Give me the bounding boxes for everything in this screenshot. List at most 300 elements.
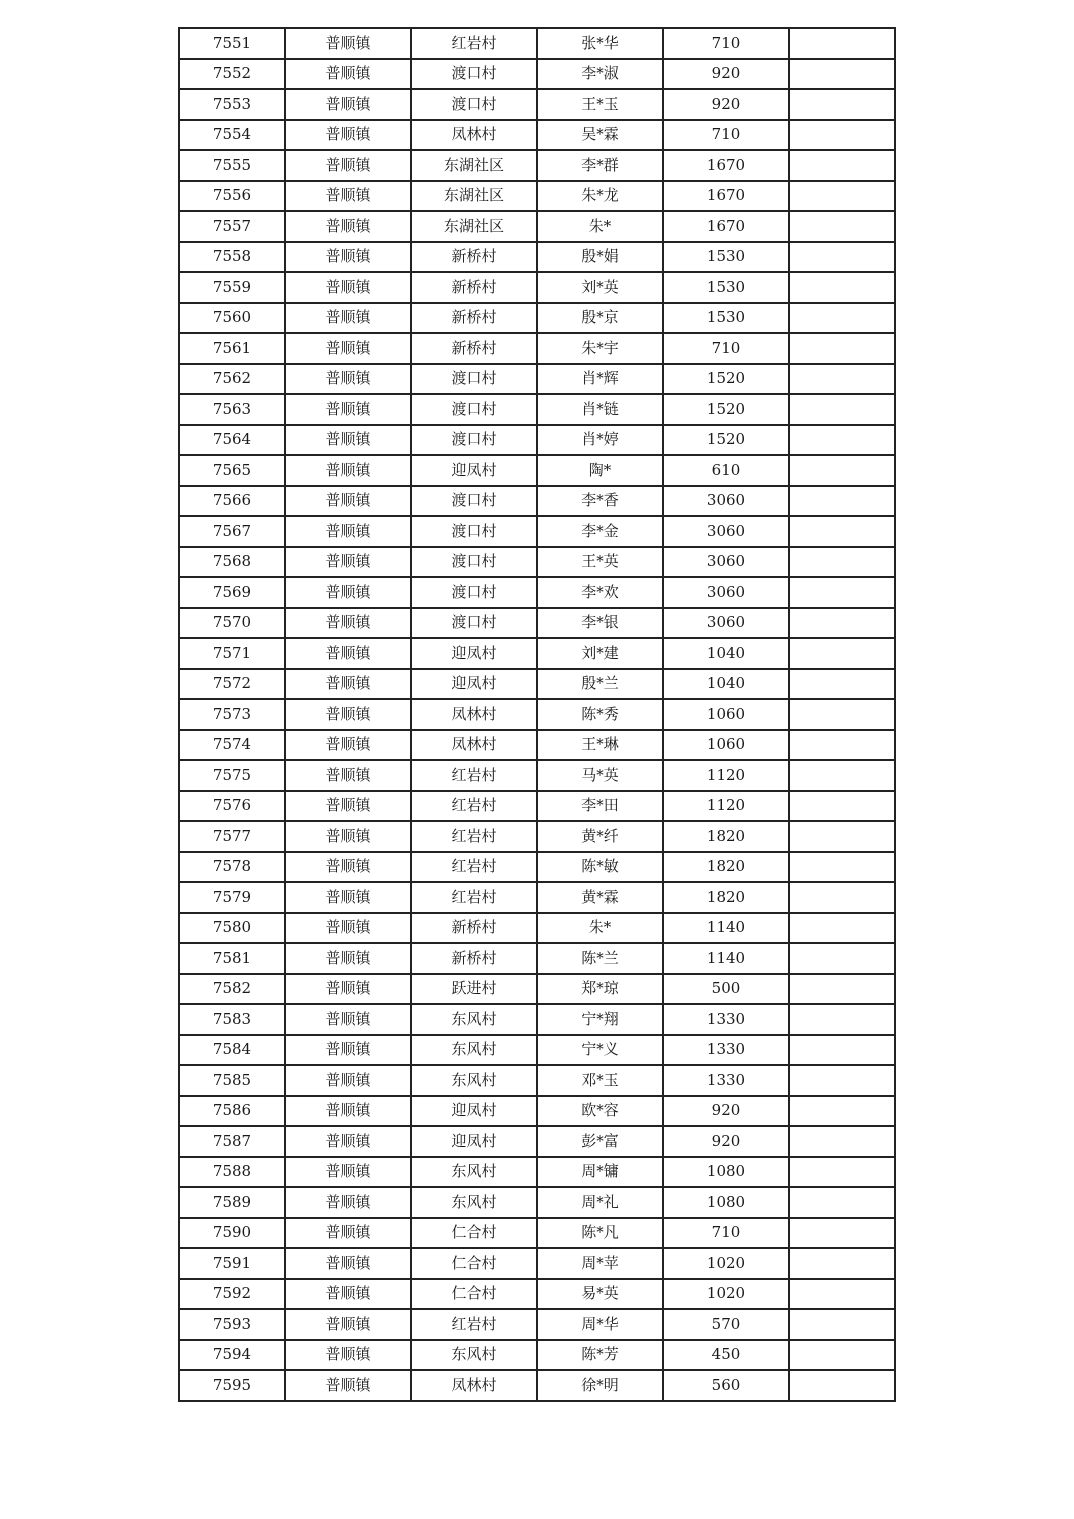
- table-row: [179, 821, 895, 852]
- table-row: [179, 943, 895, 974]
- amount-cell: 1060: [663, 699, 789, 730]
- village-cell: 东湖社区: [411, 211, 537, 242]
- table-row: [179, 486, 895, 517]
- town-cell: 普顺镇: [285, 760, 411, 791]
- table-row: [179, 1096, 895, 1127]
- village-cell: 红岩村: [411, 1309, 537, 1340]
- name-cell: 宁*翔: [537, 1004, 663, 1035]
- table-row: [179, 364, 895, 395]
- name-cell: 周*镛: [537, 1157, 663, 1188]
- remark-cell: [789, 272, 895, 303]
- table-row: [179, 1370, 895, 1401]
- serial-number-cell: 7589: [179, 1187, 285, 1218]
- table-row: [179, 1340, 895, 1371]
- serial-number-cell: 7595: [179, 1370, 285, 1401]
- table-row: [179, 882, 895, 913]
- amount-cell: 1020: [663, 1279, 789, 1310]
- village-cell: 渡口村: [411, 364, 537, 395]
- town-cell: 普顺镇: [285, 974, 411, 1005]
- amount-cell: 1670: [663, 150, 789, 181]
- remark-cell: [789, 28, 895, 59]
- town-cell: 普顺镇: [285, 852, 411, 883]
- town-cell: 普顺镇: [285, 669, 411, 700]
- table-row: [179, 1187, 895, 1218]
- serial-number-cell: 7594: [179, 1340, 285, 1371]
- name-cell: 郑*琼: [537, 974, 663, 1005]
- town-cell: 普顺镇: [285, 638, 411, 669]
- table-row: [179, 760, 895, 791]
- town-cell: 普顺镇: [285, 150, 411, 181]
- name-cell: 王*英: [537, 547, 663, 578]
- table-row: [179, 974, 895, 1005]
- name-cell: 黄*霖: [537, 882, 663, 913]
- serial-number-cell: 7573: [179, 699, 285, 730]
- amount-cell: 450: [663, 1340, 789, 1371]
- village-cell: 东风村: [411, 1340, 537, 1371]
- name-cell: 刘*英: [537, 272, 663, 303]
- serial-number-cell: 7588: [179, 1157, 285, 1188]
- serial-number-cell: 7568: [179, 547, 285, 578]
- remark-cell: [789, 1309, 895, 1340]
- remark-cell: [789, 730, 895, 761]
- town-cell: 普顺镇: [285, 1187, 411, 1218]
- serial-number-cell: 7585: [179, 1065, 285, 1096]
- remark-cell: [789, 638, 895, 669]
- serial-number-cell: 7580: [179, 913, 285, 944]
- name-cell: 周*礼: [537, 1187, 663, 1218]
- table-row: [179, 699, 895, 730]
- village-cell: 渡口村: [411, 394, 537, 425]
- remark-cell: [789, 1218, 895, 1249]
- village-cell: 迎凤村: [411, 1096, 537, 1127]
- remark-cell: [789, 364, 895, 395]
- serial-number-cell: 7553: [179, 89, 285, 120]
- village-cell: 东湖社区: [411, 150, 537, 181]
- serial-number-cell: 7570: [179, 608, 285, 639]
- amount-cell: 3060: [663, 486, 789, 517]
- name-cell: 李*群: [537, 150, 663, 181]
- town-cell: 普顺镇: [285, 699, 411, 730]
- name-cell: 朱*龙: [537, 181, 663, 212]
- town-cell: 普顺镇: [285, 425, 411, 456]
- name-cell: 易*英: [537, 1279, 663, 1310]
- village-cell: 渡口村: [411, 59, 537, 90]
- amount-cell: 3060: [663, 577, 789, 608]
- town-cell: 普顺镇: [285, 59, 411, 90]
- remark-cell: [789, 547, 895, 578]
- serial-number-cell: 7587: [179, 1126, 285, 1157]
- amount-cell: 560: [663, 1370, 789, 1401]
- village-cell: 渡口村: [411, 516, 537, 547]
- town-cell: 普顺镇: [285, 364, 411, 395]
- serial-number-cell: 7571: [179, 638, 285, 669]
- table-row: [179, 1157, 895, 1188]
- village-cell: 跃进村: [411, 974, 537, 1005]
- village-cell: 渡口村: [411, 547, 537, 578]
- amount-cell: 710: [663, 1218, 789, 1249]
- name-cell: 邓*玉: [537, 1065, 663, 1096]
- name-cell: 肖*链: [537, 394, 663, 425]
- name-cell: 陈*芳: [537, 1340, 663, 1371]
- amount-cell: 1140: [663, 913, 789, 944]
- name-cell: 李*香: [537, 486, 663, 517]
- remark-cell: [789, 59, 895, 90]
- amount-cell: 1040: [663, 669, 789, 700]
- table-row: [179, 394, 895, 425]
- remark-cell: [789, 242, 895, 273]
- serial-number-cell: 7579: [179, 882, 285, 913]
- table-row: [179, 608, 895, 639]
- town-cell: 普顺镇: [285, 1279, 411, 1310]
- village-cell: 东风村: [411, 1065, 537, 1096]
- remark-cell: [789, 1248, 895, 1279]
- serial-number-cell: 7558: [179, 242, 285, 273]
- remark-cell: [789, 303, 895, 334]
- name-cell: 周*华: [537, 1309, 663, 1340]
- town-cell: 普顺镇: [285, 394, 411, 425]
- village-cell: 渡口村: [411, 608, 537, 639]
- village-cell: 东风村: [411, 1157, 537, 1188]
- town-cell: 普顺镇: [285, 913, 411, 944]
- table-row: [179, 1004, 895, 1035]
- table-row: [179, 1309, 895, 1340]
- town-cell: 普顺镇: [285, 211, 411, 242]
- remark-cell: [789, 791, 895, 822]
- name-cell: 陈*凡: [537, 1218, 663, 1249]
- amount-cell: 1020: [663, 1248, 789, 1279]
- name-cell: 殷*兰: [537, 669, 663, 700]
- amount-cell: 1120: [663, 760, 789, 791]
- serial-number-cell: 7560: [179, 303, 285, 334]
- name-cell: 周*苹: [537, 1248, 663, 1279]
- name-cell: 殷*京: [537, 303, 663, 334]
- town-cell: 普顺镇: [285, 821, 411, 852]
- serial-number-cell: 7563: [179, 394, 285, 425]
- village-cell: 红岩村: [411, 760, 537, 791]
- amount-cell: 1520: [663, 364, 789, 395]
- remark-cell: [789, 89, 895, 120]
- town-cell: 普顺镇: [285, 608, 411, 639]
- town-cell: 普顺镇: [285, 1309, 411, 1340]
- town-cell: 普顺镇: [285, 1004, 411, 1035]
- name-cell: 王*琳: [537, 730, 663, 761]
- serial-number-cell: 7591: [179, 1248, 285, 1279]
- table-row: [179, 89, 895, 120]
- amount-cell: 1080: [663, 1157, 789, 1188]
- village-cell: 新桥村: [411, 272, 537, 303]
- town-cell: 普顺镇: [285, 1157, 411, 1188]
- town-cell: 普顺镇: [285, 516, 411, 547]
- name-cell: 陈*秀: [537, 699, 663, 730]
- amount-cell: 610: [663, 455, 789, 486]
- village-cell: 凤林村: [411, 1370, 537, 1401]
- table-row: [179, 455, 895, 486]
- table-row: [179, 1218, 895, 1249]
- table-row: [179, 333, 895, 364]
- serial-number-cell: 7562: [179, 364, 285, 395]
- amount-cell: 1820: [663, 852, 789, 883]
- name-cell: 李*淑: [537, 59, 663, 90]
- town-cell: 普顺镇: [285, 1096, 411, 1127]
- name-cell: 朱*: [537, 211, 663, 242]
- name-cell: 黄*纤: [537, 821, 663, 852]
- serial-number-cell: 7574: [179, 730, 285, 761]
- name-cell: 陈*敏: [537, 852, 663, 883]
- village-cell: 新桥村: [411, 333, 537, 364]
- remark-cell: [789, 211, 895, 242]
- remark-cell: [789, 1187, 895, 1218]
- serial-number-cell: 7559: [179, 272, 285, 303]
- remark-cell: [789, 699, 895, 730]
- name-cell: 肖*婷: [537, 425, 663, 456]
- serial-number-cell: 7557: [179, 211, 285, 242]
- village-cell: 仁合村: [411, 1248, 537, 1279]
- serial-number-cell: 7586: [179, 1096, 285, 1127]
- village-cell: 红岩村: [411, 28, 537, 59]
- village-cell: 新桥村: [411, 303, 537, 334]
- serial-number-cell: 7569: [179, 577, 285, 608]
- town-cell: 普顺镇: [285, 28, 411, 59]
- amount-cell: 3060: [663, 516, 789, 547]
- table-row: [179, 1279, 895, 1310]
- name-cell: 马*英: [537, 760, 663, 791]
- table-row: [179, 547, 895, 578]
- remark-cell: [789, 608, 895, 639]
- amount-cell: 3060: [663, 608, 789, 639]
- town-cell: 普顺镇: [285, 1035, 411, 1066]
- amount-cell: 920: [663, 1126, 789, 1157]
- amount-cell: 920: [663, 89, 789, 120]
- amount-cell: 1520: [663, 425, 789, 456]
- remark-cell: [789, 1065, 895, 1096]
- remark-cell: [789, 486, 895, 517]
- town-cell: 普顺镇: [285, 1248, 411, 1279]
- village-cell: 红岩村: [411, 791, 537, 822]
- village-cell: 红岩村: [411, 852, 537, 883]
- village-cell: 东风村: [411, 1035, 537, 1066]
- remark-cell: [789, 181, 895, 212]
- table-row: [179, 181, 895, 212]
- amount-cell: 1080: [663, 1187, 789, 1218]
- town-cell: 普顺镇: [285, 1126, 411, 1157]
- name-cell: 欧*容: [537, 1096, 663, 1127]
- town-cell: 普顺镇: [285, 89, 411, 120]
- table-row: [179, 669, 895, 700]
- name-cell: 刘*建: [537, 638, 663, 669]
- remark-cell: [789, 394, 895, 425]
- serial-number-cell: 7572: [179, 669, 285, 700]
- serial-number-cell: 7590: [179, 1218, 285, 1249]
- name-cell: 张*华: [537, 28, 663, 59]
- name-cell: 朱*: [537, 913, 663, 944]
- town-cell: 普顺镇: [285, 1340, 411, 1371]
- amount-cell: 1040: [663, 638, 789, 669]
- table-row: [179, 577, 895, 608]
- serial-number-cell: 7555: [179, 150, 285, 181]
- serial-number-cell: 7593: [179, 1309, 285, 1340]
- village-cell: 红岩村: [411, 882, 537, 913]
- town-cell: 普顺镇: [285, 1065, 411, 1096]
- village-cell: 渡口村: [411, 89, 537, 120]
- town-cell: 普顺镇: [285, 181, 411, 212]
- table-row: [179, 1035, 895, 1066]
- amount-cell: 1530: [663, 303, 789, 334]
- town-cell: 普顺镇: [285, 242, 411, 273]
- remark-cell: [789, 1370, 895, 1401]
- town-cell: 普顺镇: [285, 303, 411, 334]
- remark-cell: [789, 1004, 895, 1035]
- name-cell: 陈*兰: [537, 943, 663, 974]
- serial-number-cell: 7551: [179, 28, 285, 59]
- remark-cell: [789, 1157, 895, 1188]
- amount-cell: 1120: [663, 791, 789, 822]
- name-cell: 徐*明: [537, 1370, 663, 1401]
- remark-cell: [789, 150, 895, 181]
- remark-cell: [789, 852, 895, 883]
- serial-number-cell: 7581: [179, 943, 285, 974]
- remark-cell: [789, 913, 895, 944]
- village-cell: 凤林村: [411, 120, 537, 151]
- remark-cell: [789, 882, 895, 913]
- amount-cell: 710: [663, 28, 789, 59]
- serial-number-cell: 7592: [179, 1279, 285, 1310]
- town-cell: 普顺镇: [285, 730, 411, 761]
- table-row: [179, 303, 895, 334]
- village-cell: 新桥村: [411, 913, 537, 944]
- amount-cell: 3060: [663, 547, 789, 578]
- remark-cell: [789, 1096, 895, 1127]
- serial-number-cell: 7578: [179, 852, 285, 883]
- town-cell: 普顺镇: [285, 486, 411, 517]
- name-cell: 朱*宇: [537, 333, 663, 364]
- table-row: [179, 1065, 895, 1096]
- name-cell: 吴*霖: [537, 120, 663, 151]
- amount-cell: 710: [663, 120, 789, 151]
- town-cell: 普顺镇: [285, 791, 411, 822]
- table-row: [179, 791, 895, 822]
- village-cell: 迎凤村: [411, 1126, 537, 1157]
- amount-cell: 570: [663, 1309, 789, 1340]
- table-row: [179, 242, 895, 273]
- document-page: [178, 27, 894, 1402]
- village-cell: 东风村: [411, 1004, 537, 1035]
- remark-cell: [789, 516, 895, 547]
- table-row: [179, 150, 895, 181]
- table-row: [179, 516, 895, 547]
- amount-cell: 1530: [663, 242, 789, 273]
- name-cell: 李*金: [537, 516, 663, 547]
- village-cell: 仁合村: [411, 1279, 537, 1310]
- serial-number-cell: 7552: [179, 59, 285, 90]
- name-cell: 殷*娟: [537, 242, 663, 273]
- town-cell: 普顺镇: [285, 272, 411, 303]
- table-row: [179, 1126, 895, 1157]
- serial-number-cell: 7567: [179, 516, 285, 547]
- table-row: [179, 28, 895, 59]
- amount-cell: 1330: [663, 1004, 789, 1035]
- village-cell: 渡口村: [411, 577, 537, 608]
- amount-cell: 1670: [663, 181, 789, 212]
- serial-number-cell: 7582: [179, 974, 285, 1005]
- remark-cell: [789, 120, 895, 151]
- remark-cell: [789, 425, 895, 456]
- table-row: [179, 1248, 895, 1279]
- serial-number-cell: 7575: [179, 760, 285, 791]
- table-row: [179, 730, 895, 761]
- amount-cell: 1330: [663, 1065, 789, 1096]
- serial-number-cell: 7564: [179, 425, 285, 456]
- serial-number-cell: 7577: [179, 821, 285, 852]
- table-row: [179, 852, 895, 883]
- amount-cell: 920: [663, 1096, 789, 1127]
- remark-cell: [789, 1035, 895, 1066]
- table-row: [179, 211, 895, 242]
- town-cell: 普顺镇: [285, 547, 411, 578]
- town-cell: 普顺镇: [285, 455, 411, 486]
- amount-cell: 1670: [663, 211, 789, 242]
- remark-cell: [789, 577, 895, 608]
- village-cell: 新桥村: [411, 242, 537, 273]
- data-table: [178, 27, 896, 1402]
- amount-cell: 920: [663, 59, 789, 90]
- table-row: [179, 59, 895, 90]
- remark-cell: [789, 1279, 895, 1310]
- serial-number-cell: 7566: [179, 486, 285, 517]
- name-cell: 李*银: [537, 608, 663, 639]
- amount-cell: 1140: [663, 943, 789, 974]
- table-row: [179, 638, 895, 669]
- village-cell: 迎凤村: [411, 455, 537, 486]
- village-cell: 东湖社区: [411, 181, 537, 212]
- amount-cell: 1820: [663, 821, 789, 852]
- town-cell: 普顺镇: [285, 882, 411, 913]
- remark-cell: [789, 455, 895, 486]
- village-cell: 东风村: [411, 1187, 537, 1218]
- table-row: [179, 913, 895, 944]
- serial-number-cell: 7565: [179, 455, 285, 486]
- name-cell: 彭*富: [537, 1126, 663, 1157]
- amount-cell: 1820: [663, 882, 789, 913]
- amount-cell: 1530: [663, 272, 789, 303]
- village-cell: 仁合村: [411, 1218, 537, 1249]
- remark-cell: [789, 974, 895, 1005]
- amount-cell: 1330: [663, 1035, 789, 1066]
- remark-cell: [789, 669, 895, 700]
- remark-cell: [789, 760, 895, 791]
- name-cell: 肖*辉: [537, 364, 663, 395]
- town-cell: 普顺镇: [285, 577, 411, 608]
- serial-number-cell: 7561: [179, 333, 285, 364]
- serial-number-cell: 7554: [179, 120, 285, 151]
- remark-cell: [789, 943, 895, 974]
- name-cell: 李*田: [537, 791, 663, 822]
- name-cell: 李*欢: [537, 577, 663, 608]
- village-cell: 新桥村: [411, 943, 537, 974]
- village-cell: 迎凤村: [411, 638, 537, 669]
- table-row: [179, 272, 895, 303]
- town-cell: 普顺镇: [285, 1218, 411, 1249]
- remark-cell: [789, 1126, 895, 1157]
- amount-cell: 1060: [663, 730, 789, 761]
- remark-cell: [789, 333, 895, 364]
- town-cell: 普顺镇: [285, 943, 411, 974]
- amount-cell: 710: [663, 333, 789, 364]
- serial-number-cell: 7556: [179, 181, 285, 212]
- village-cell: 迎凤村: [411, 669, 537, 700]
- name-cell: 宁*义: [537, 1035, 663, 1066]
- serial-number-cell: 7576: [179, 791, 285, 822]
- serial-number-cell: 7584: [179, 1035, 285, 1066]
